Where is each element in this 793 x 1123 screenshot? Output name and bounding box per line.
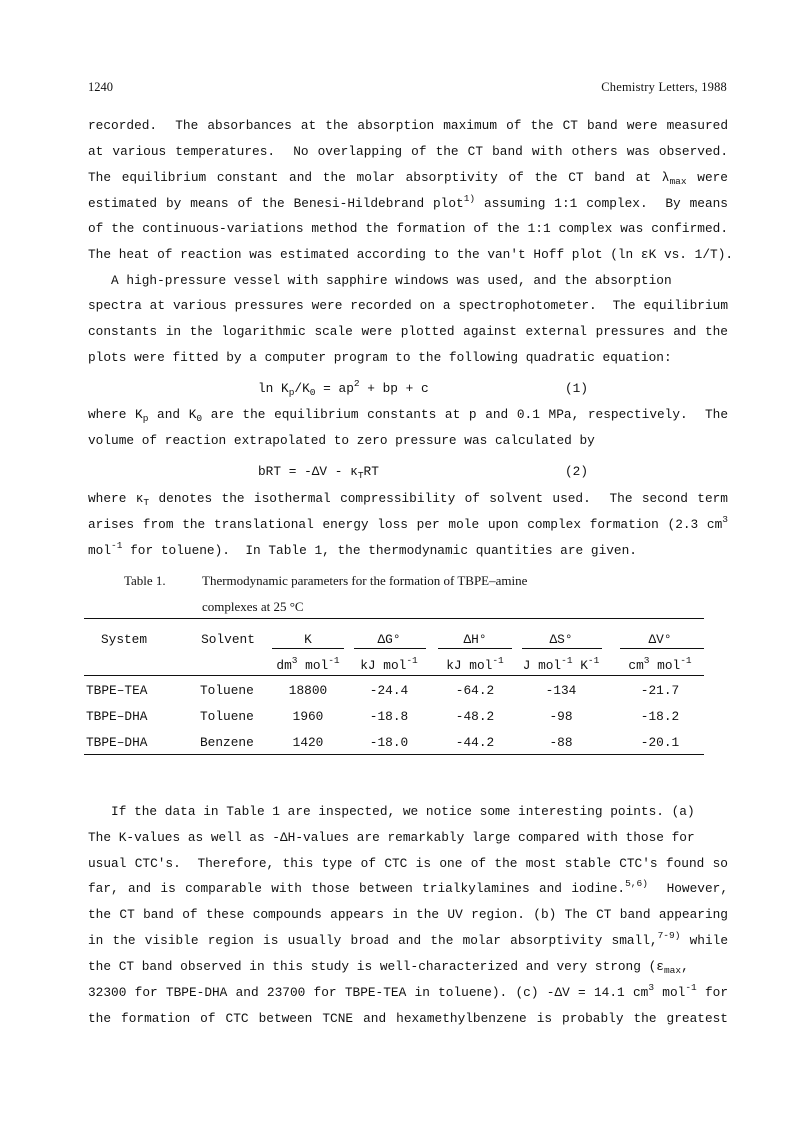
equation-body: bRT = $-\Delta V - \kappa_TRT$ (258, 464, 379, 481)
cell-ds: -134 (545, 683, 577, 698)
equation-number: (1) (565, 381, 589, 396)
text-line: 32300 for TBPE-DHA and 23700 for TBPE-TEA in toluene). (c) -ΔV = 14.1 $cm^3$ mol$^{-1}$ for (88, 982, 729, 1000)
equation-number: (2) (565, 464, 589, 479)
text-line: volume of reaction extrapolated to zero pressure was calculated by (88, 433, 595, 448)
text-line: estimated by means of the Benesi-Hildebrand plot$^{1)}$ assuming 1:1 complex. By means (88, 193, 728, 211)
column-header-ds: ΔS° (549, 632, 573, 647)
text-line: the CT band of these compounds appears in the UV region. (b) The CT band appearing (88, 907, 728, 922)
column-rule (272, 648, 344, 649)
table-caption-line-1: Thermodynamic parameters for the formation of TBPE–amine (202, 573, 528, 588)
column-rule (354, 648, 426, 649)
table-caption-label: Table 1. (124, 573, 166, 588)
column-header-dg: ΔG° (377, 632, 401, 647)
text-line: The K-values as well as -ΔH-values are remarkably large compared with those for (88, 830, 695, 845)
text-line: far, and is comparable with those between trialkylamines and iodine.$^{5,6)}$ However, (88, 878, 729, 896)
text-line: in the visible region is usually broad and the molar absorptivity small,$^{7-9)}$ while (88, 930, 728, 948)
column-header-system: System (100, 632, 148, 647)
unit-dv: $cm^3$ mol$^{-1}$ (628, 655, 692, 673)
cell-dh: -48.2 (455, 709, 495, 724)
unit-k: $dm^3$ mol$^{-1}$ (276, 655, 340, 673)
table-bottom-rule (84, 754, 704, 755)
cell-dh: -44.2 (455, 735, 495, 750)
text-line: constants in the logarithmic scale were plotted against external pressures and the (88, 324, 728, 339)
page-number: 1240 (88, 80, 113, 94)
unit-ds: J mol$^{-1}$ $K^{-1}$ (522, 655, 600, 673)
table-header-rule (84, 675, 704, 676)
text-line: the CT band observed in this study is well-characterized and very strong ($\varepsilon_{max}$, (88, 959, 689, 976)
journal-title: Chemistry Letters, 1988 (601, 80, 727, 94)
text-line: mol$^{-1}$ for toluene). In Table 1, the thermodynamic quantities are given. (88, 540, 637, 558)
cell-dv: -18.2 (640, 709, 680, 724)
column-header-dh: ΔH° (463, 632, 487, 647)
text-line: spectra at various pressures were recorded on a spectrophotometer. The equilibrium (88, 298, 728, 313)
cell-solvent: Toluene (200, 683, 254, 698)
cell-system: TBPE–DHA (86, 709, 148, 724)
text-line: of the continuous-variations method the formation of the 1:1 complex was confirmed. (88, 221, 728, 236)
column-rule (522, 648, 602, 649)
text-line: plots were fitted by a computer program to the following quadratic equation: (88, 350, 672, 365)
text-line: The heat of reaction was estimated according to the van't Hoff plot (ln εK vs. 1/T). (88, 247, 734, 262)
unit-dg: kJ mol$^{-1}$ (360, 655, 418, 673)
cell-dv: -21.7 (640, 683, 680, 698)
cell-k: 1960 (292, 709, 324, 724)
cell-dg: -18.0 (369, 735, 409, 750)
text-line: where $K_p$ and $K_0$ are the equilibrium constants at p and 0.1 MPa, respectively. The (88, 407, 729, 424)
equation-body: $\ln K_p/K_0 = ap^2$ + bp + c (258, 378, 429, 398)
text-line: usual CTC's. Therefore, this type of CTC is one of the most stable CTC's found so (88, 856, 728, 871)
text-line: the formation of CTC between TCNE and hexamethylbenzene is probably the greatest (88, 1011, 728, 1026)
cell-k: 18800 (288, 683, 328, 698)
text-line: A high-pressure vessel with sapphire windows was used, and the absorption (88, 273, 672, 288)
cell-dg: -18.8 (369, 709, 409, 724)
column-header-solvent: Solvent (201, 632, 255, 647)
text-line: The equilibrium constant and the molar absorptivity of the CT band at $\lambda_{max}$ were (88, 170, 728, 187)
text-line: recorded. The absorbances at the absorption maximum of the CT band were measured (88, 118, 728, 133)
cell-system: TBPE–DHA (86, 735, 148, 750)
text-line: where $\kappa_T$ denotes the isothermal compressibility of solvent used. The second term (88, 491, 728, 508)
cell-dv: -20.1 (640, 735, 680, 750)
text-line: arises from the translational energy loss per mole upon complex formation (2.3 $cm^3$ (88, 514, 728, 532)
cell-k: 1420 (292, 735, 324, 750)
cell-ds: -88 (549, 735, 573, 750)
text-line: If the data in Table 1 are inspected, we notice some interesting points. (a) (88, 804, 695, 819)
cell-solvent: Toluene (200, 709, 254, 724)
column-header-k: K (304, 632, 312, 647)
column-header-dv: ΔV° (648, 632, 672, 647)
cell-system: TBPE–TEA (86, 683, 148, 698)
cell-solvent: Benzene (200, 735, 254, 750)
column-rule (620, 648, 704, 649)
cell-dg: -24.4 (369, 683, 409, 698)
unit-dh: kJ mol$^{-1}$ (446, 655, 504, 673)
column-rule (438, 648, 512, 649)
text-line: at various temperatures. No overlapping of the CT band with others was observed. (88, 144, 728, 159)
table-top-rule (84, 618, 704, 619)
cell-dh: -64.2 (455, 683, 495, 698)
cell-ds: -98 (549, 709, 573, 724)
table-caption-line-2: complexes at 25 °C (202, 599, 304, 614)
